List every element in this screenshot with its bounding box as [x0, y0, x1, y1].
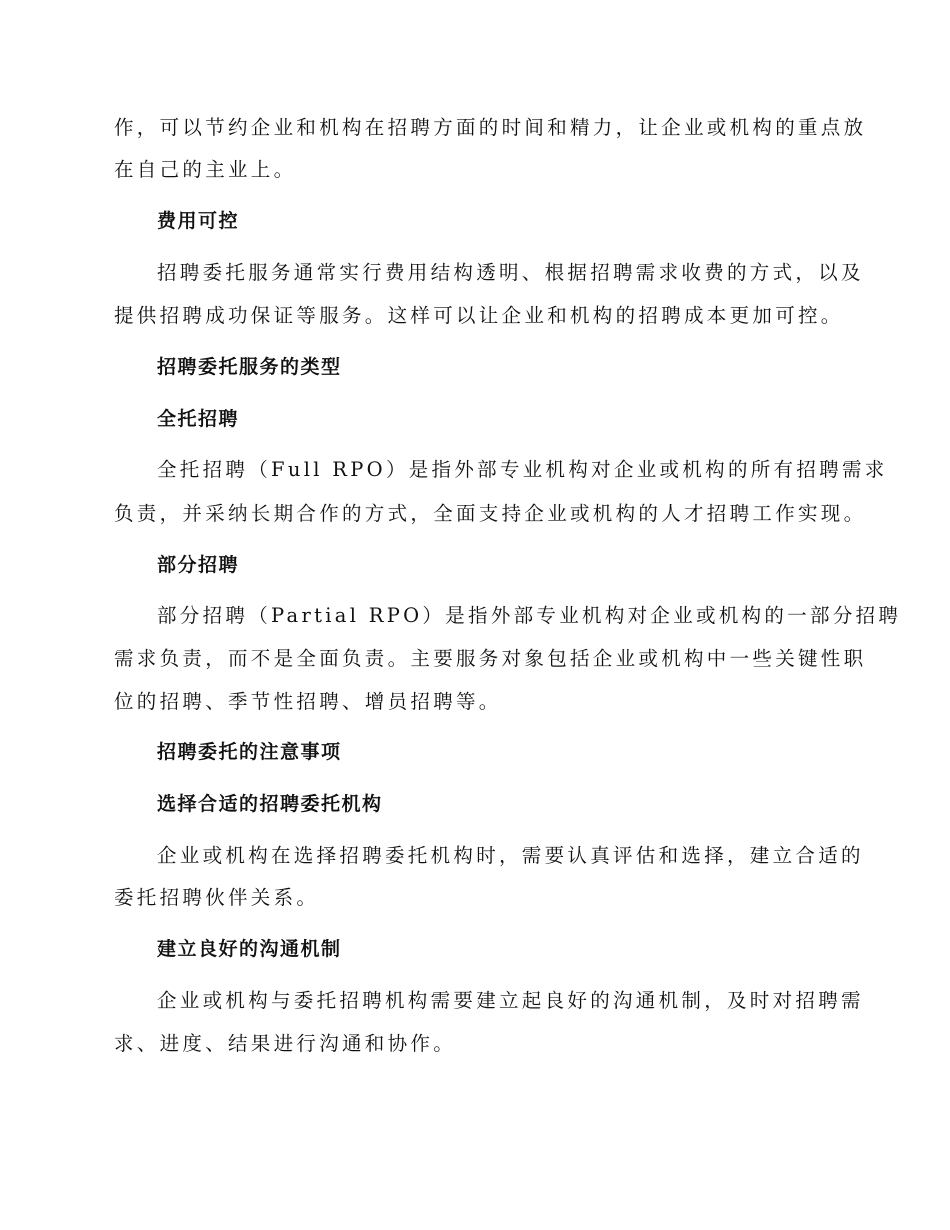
section-heading-types: 招聘委托服务的类型	[157, 356, 342, 378]
paragraph-line: 在自己的主业上。	[114, 158, 297, 181]
subsection-heading-communication: 建立良好的沟通机制	[157, 938, 342, 960]
section-heading-notes: 招聘委托的注意事项	[157, 741, 342, 763]
section-heading-cost: 费用可控	[157, 210, 240, 232]
paragraph-line: 负责，并采纳长期合作的方式，全面支持企业或机构的人才招聘工作实现。	[114, 502, 867, 525]
paragraph-line: 企业或机构与委托招聘机构需要建立起良好的沟通机制，及时对招聘需	[157, 989, 864, 1012]
paragraph-line: 招聘委托服务通常实行费用结构透明、根据招聘需求收费的方式，以及	[157, 261, 864, 284]
paragraph-line: 部分招聘（Partial RPO）是指外部专业机构对企业或机构的一部分招聘	[157, 604, 902, 627]
paragraph-line: 提供招聘成功保证等服务。这样可以让企业和机构的招聘成本更加可控。	[114, 304, 844, 327]
paragraph-line: 求、进度、结果进行沟通和协作。	[114, 1032, 457, 1055]
paragraph-line: 全托招聘（Full RPO）是指外部专业机构对企业或机构的所有招聘需求	[157, 458, 888, 481]
paragraph-line: 委托招聘伙伴关系。	[114, 886, 320, 909]
subsection-heading-choose: 选择合适的招聘委托机构	[157, 793, 383, 815]
paragraph-line: 作，可以节约企业和机构在招聘方面的时间和精力，让企业或机构的重点放	[114, 116, 867, 139]
paragraph-line: 位的招聘、季节性招聘、增员招聘等。	[114, 690, 502, 713]
paragraph-line: 需求负责，而不是全面负责。主要服务对象包括企业或机构中一些关键性职	[114, 647, 867, 670]
subsection-heading-full: 全托招聘	[157, 408, 240, 430]
subsection-heading-partial: 部分招聘	[157, 554, 240, 576]
paragraph-line: 企业或机构在选择招聘委托机构时，需要认真评估和选择，建立合适的	[157, 844, 864, 867]
